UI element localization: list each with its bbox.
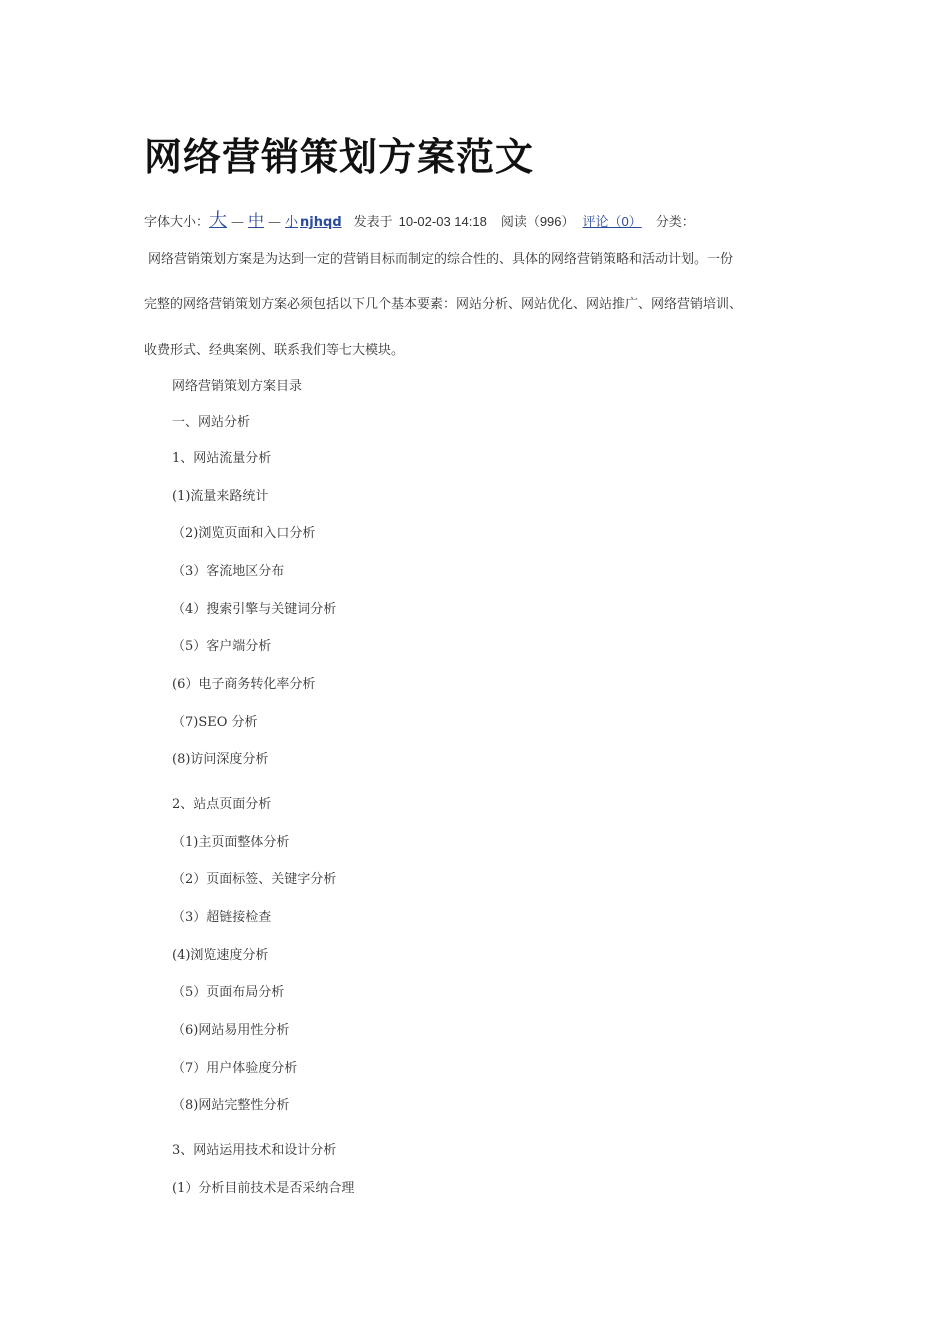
toc-item: （5）客户端分析 xyxy=(172,639,272,654)
toc-item: （3）客流地区分布 xyxy=(172,564,285,579)
author-link[interactable]: njhqd xyxy=(300,215,342,230)
toc-item: （5）页面布局分析 xyxy=(172,985,285,1000)
intro-line: 完整的网络营销策划方案必须包括以下几个基本要素：网站分析、网站优化、网站推广、网络营销培训、 xyxy=(144,297,743,312)
toc-section: 一、网站分析 xyxy=(172,415,251,430)
toc-subsection: 2、站点页面分析 xyxy=(172,797,272,812)
toc-heading: 网络营销策划方案目录 xyxy=(172,379,303,394)
page-title: 网络营销策划方案范文 xyxy=(144,134,535,179)
toc-item: （6)网站易用性分析 xyxy=(172,1023,290,1038)
intro-line: 收费形式、经典案例、联系我们等七大模块。 xyxy=(144,343,405,358)
read-count: 阅读（996） xyxy=(500,214,575,229)
toc-item: (8)访问深度分析 xyxy=(172,752,269,767)
posted-label: 发表于 xyxy=(353,215,393,230)
toc-subsection: 3、网站运用技术和设计分析 xyxy=(172,1143,337,1158)
toc-item: （3）超链接检查 xyxy=(172,910,272,925)
toc-item: （8)网站完整性分析 xyxy=(172,1098,290,1113)
intro-line: 网络营销策划方案是为达到一定的营销目标而制定的综合性的、具体的网络营销策略和活动计划。一份 xyxy=(148,252,734,267)
font-size-small-link[interactable]: 小 xyxy=(285,215,299,230)
toc-item: (6）电子商务转化率分析 xyxy=(172,677,316,692)
toc-item: （7）用户体验度分析 xyxy=(172,1061,298,1076)
toc-item: （2）页面标签、关键字分析 xyxy=(172,872,337,887)
font-size-medium-link[interactable]: 中 xyxy=(248,211,265,230)
toc-item: (1）分析目前技术是否采纳合理 xyxy=(172,1181,355,1196)
font-size-large-link[interactable]: 大 xyxy=(209,210,228,231)
toc-subsection: 1、网站流量分析 xyxy=(172,451,272,466)
font-size-separator: — xyxy=(268,215,282,230)
comments-link[interactable]: 评论（0） xyxy=(582,214,642,229)
category-label: 分类： xyxy=(655,215,695,230)
font-size-label: 字体大小： xyxy=(144,215,210,230)
font-size-separator: — xyxy=(231,215,245,230)
toc-item: （2)浏览页面和入口分析 xyxy=(172,526,316,541)
toc-item: (4)浏览速度分析 xyxy=(172,948,269,963)
article-meta xyxy=(144,206,695,232)
posted-time: 10-02-03 14:18 xyxy=(398,214,487,229)
toc-item: （7)SEO 分析 xyxy=(172,715,258,730)
toc-item: (1)流量来路统计 xyxy=(172,489,269,504)
toc-item: （1)主页面整体分析 xyxy=(172,835,290,850)
toc-item: （4）搜索引擎与关键词分析 xyxy=(172,602,337,617)
